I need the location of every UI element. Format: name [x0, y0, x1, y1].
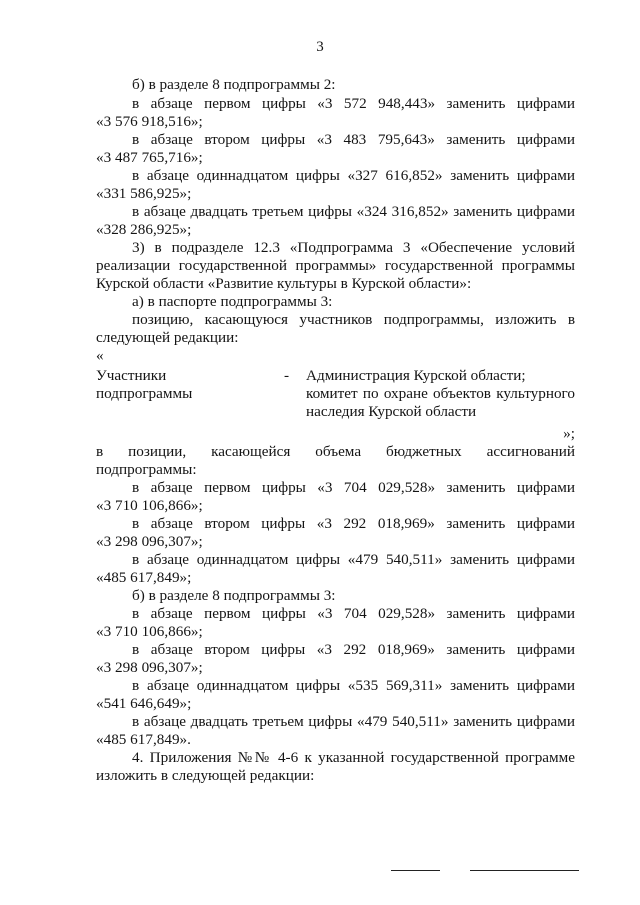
text-line: в абзаце втором цифры «3 483 795,643» заменить цифрами [132, 131, 575, 148]
text-line: в абзаце двадцать третьем цифры «479 540,511» заменить цифрами [132, 713, 575, 730]
table-label: подпрограммы [96, 385, 193, 402]
text-line: «541 646,649»; [96, 695, 192, 712]
text-line: б) в разделе 8 подпрограммы 2: [132, 76, 336, 93]
text-line: «3 710 106,866»; [96, 623, 203, 640]
text-line: 3) в подразделе 12.3 «Подпрограмма 3 «Обеспечение условий [132, 239, 575, 256]
text-line: в абзаце одиннадцатом цифры «479 540,511» заменить цифрами [132, 551, 575, 568]
text-line: в абзаце двадцать третьем цифры «324 316,852» заменить цифрами [132, 203, 575, 220]
table-value: наследия Курской области [306, 403, 477, 420]
text-line: « [96, 347, 104, 364]
text-line: реализации государственной программы» государственной программы [96, 257, 575, 274]
text-line: в абзаце втором цифры «3 292 018,969» заменить цифрами [132, 515, 575, 532]
text-line: «3 487 765,716»; [96, 149, 203, 166]
closing-quote: »; [563, 425, 575, 442]
text-line: в абзаце первом цифры «3 704 029,528» заменить цифрами [132, 605, 575, 622]
text-line: «485 617,849»; [96, 569, 192, 586]
text-line: «3 710 106,866»; [96, 497, 203, 514]
text-line: «328 286,925»; [96, 221, 192, 238]
text-line: в позиции, касающейся объема бюджетных ассигнований [96, 443, 575, 460]
text-line: подпрограммы: [96, 461, 197, 478]
table-dash: - [284, 367, 290, 384]
page-number: 3 [316, 39, 324, 55]
text-line: в абзаце одиннадцатом цифры «327 616,852» заменить цифрами [132, 167, 575, 184]
table-label: Участники [96, 367, 167, 384]
footer-rule [391, 870, 579, 871]
text-line: б) в разделе 8 подпрограммы 3: [132, 587, 336, 604]
text-line: «3 298 096,307»; [96, 659, 203, 676]
table-value: комитет по охране объектов культурного [306, 385, 575, 402]
text-line: «485 617,849». [96, 731, 191, 748]
table-value: Администрация Курской области; [306, 367, 526, 384]
text-line: позицию, касающуюся участников подпрограммы, изложить в [132, 311, 575, 328]
text-line: в абзаце первом цифры «3 572 948,443» заменить цифрами [132, 95, 575, 112]
text-line: «3 576 918,516»; [96, 113, 203, 130]
text-line: следующей редакции: [96, 329, 239, 346]
text-line: «3 298 096,307»; [96, 533, 203, 550]
text-line: изложить в следующей редакции: [96, 767, 315, 784]
text-line: 4. Приложения №№ 4-6 к указанной государственной программе [132, 749, 575, 766]
text-line: а) в паспорте подпрограммы 3: [132, 293, 333, 310]
text-line: в абзаце первом цифры «3 704 029,528» заменить цифрами [132, 479, 575, 496]
text-line: в абзаце одиннадцатом цифры «535 569,311» заменить цифрами [132, 677, 575, 694]
text-line: Курской области «Развитие культуры в Курской области»: [96, 275, 472, 292]
text-line: «331 586,925»; [96, 185, 192, 202]
footer-rule-gap [440, 868, 470, 872]
text-line: в абзаце втором цифры «3 292 018,969» заменить цифрами [132, 641, 575, 658]
